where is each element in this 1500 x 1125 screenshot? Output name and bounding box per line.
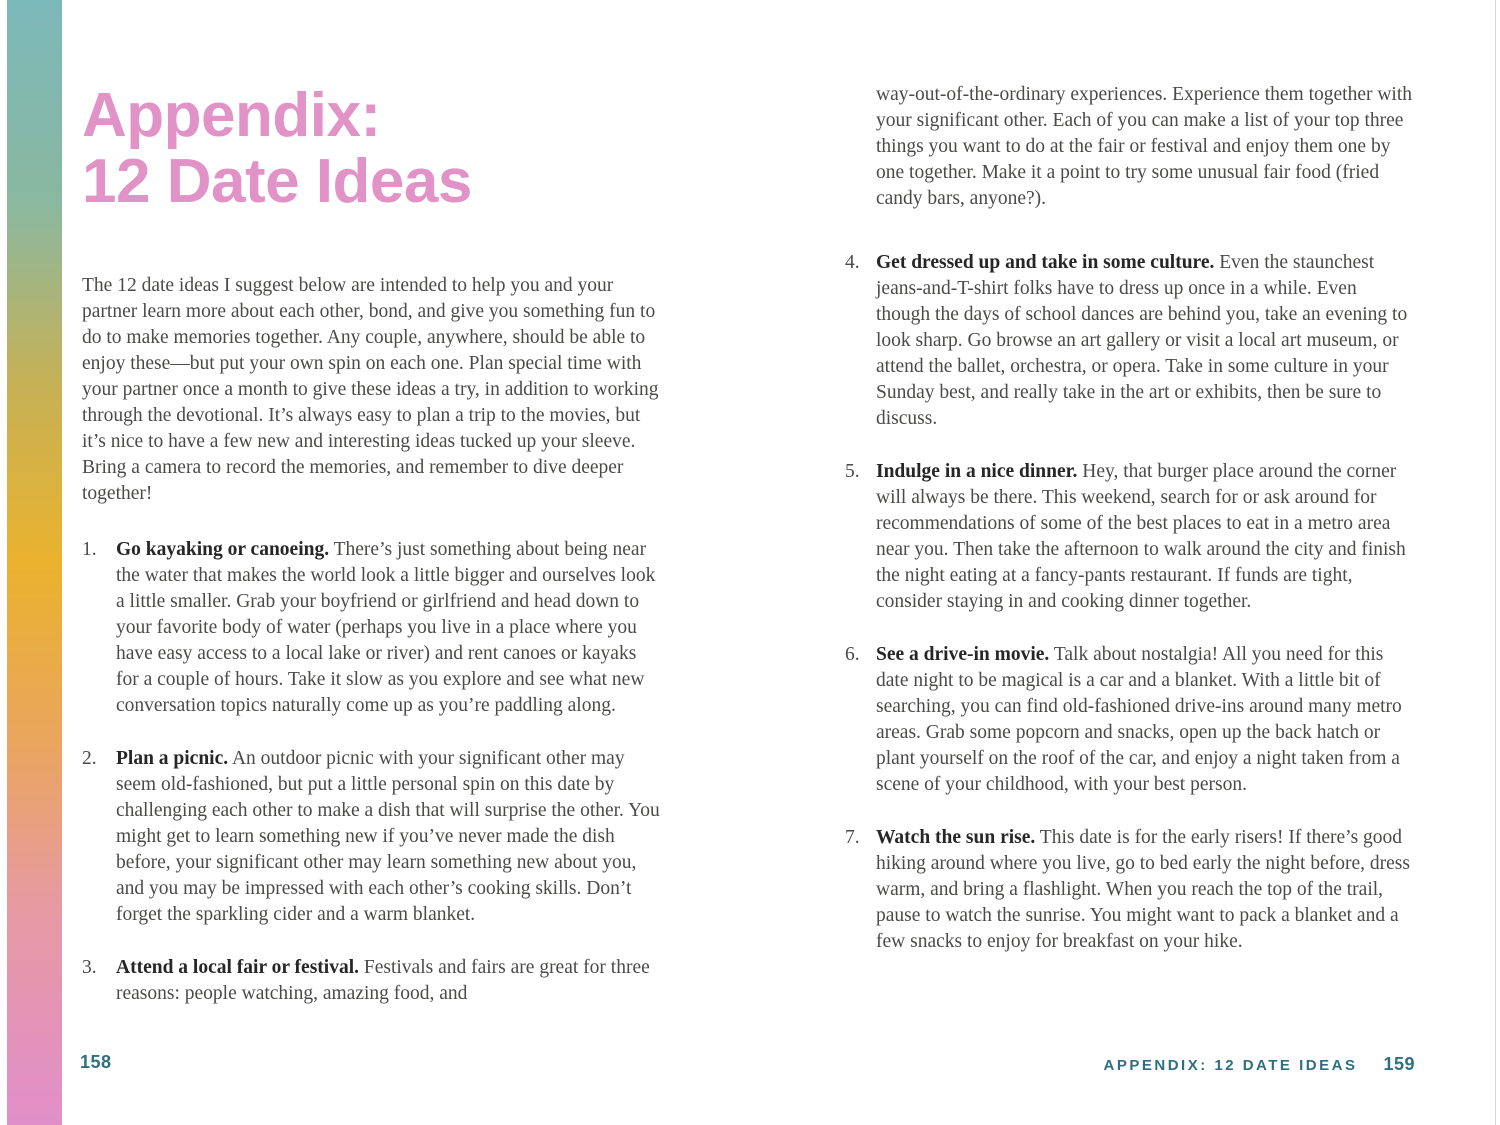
- list-item: [845, 825, 1413, 955]
- item-body: Hey, that burger place around the corner will always be there. This weekend, search for or ask around for recommendations of some of the best places to eat in a metro area near you. Then take the afternoon to walk around the city and finish the night eating at a fancy-pants restaurant. If funds are tight, consider staying in and cooking dinner together.: [876, 461, 1406, 612]
- item-lead: See a drive-in movie.: [876, 644, 1050, 665]
- item-body: Even the staunchest jeans-and-T-shirt folks have to dress up once in a while. Even though the days of school dances are behind you, take an evening to look sharp. Go browse an art gallery or visit a local art museum, or attend the ballet, orchestra, or opera. Take in some culture in your Sunday best, and really take in the art or exhibits, then be sure to discuss.: [876, 252, 1408, 429]
- date-ideas-list-right: [845, 250, 1413, 955]
- item-body: There’s just something about being near the water that makes the world look a little bigger and ourselves look a little smaller. Grab your boyfriend or girlfriend and head down to your favorite body of water (perhaps you live in a place where you have easy access to a local lake or river) and rent canoes or kayaks for a couple of hours. Take it slow as you explore and see what new conversation topics naturally come up as you’re paddling along.: [116, 539, 656, 716]
- item-body: An outdoor picnic with your significant other may seem old-fashioned, but put a little personal spin on this date by challenging each other to make a dish that will surprise the other. You might get to learn something new if you’ve never made the dish before, your significant other may learn something new about you, and you may be impressed with each other’s cooking skills. Don’t forget the sparkling cider and a warm blanket.: [116, 748, 660, 925]
- list-item: [82, 537, 662, 719]
- item-number: 7.: [845, 827, 860, 848]
- page-number-right: 159: [1383, 1054, 1415, 1074]
- item-body: Talk about nostalgia! All you need for this date night to be magical is a car and a blanket. With a little bit of searching, you can find old-fashioned drive-ins around many metro areas. Grab some popcorn and snacks, open up the back hatch or plant yourself on the roof of the car, and enjoy a night taken from a scene of your childhood, with your best person.: [876, 644, 1402, 795]
- item-lead: Indulge in a nice dinner.: [876, 461, 1078, 482]
- item-lead: Go kayaking or canoeing.: [116, 539, 330, 560]
- list-item: [845, 250, 1413, 432]
- running-footer: [1104, 1054, 1415, 1075]
- item-lead: Watch the sun rise.: [876, 827, 1036, 848]
- item-lead: Attend a local fair or festival.: [116, 957, 359, 978]
- intro-paragraph: The 12 date ideas I suggest below are intended to help you and your partner learn more about each other, bond, and give you something fun to do to make memories together. Any couple, anywhere, should be able to enjoy these—but put your own spin on each one. Plan special time with your partner once a month to give these ideas a try, in addition to working through the devotional. It’s always easy to plan a trip to the movies, but it’s nice to have a few new and interesting ideas tucked up your sleeve. Bring a camera to record the memories, and remember to dive deeper together!: [82, 275, 659, 504]
- page-title-line1: Appendix:: [82, 81, 381, 150]
- item-number: 4.: [845, 252, 860, 273]
- page-title-line2: 12 Date Ideas: [82, 147, 472, 216]
- item-body: Festivals and fairs are great for three reasons: people watching, amazing food, and: [116, 957, 650, 1004]
- page-title: [82, 83, 662, 215]
- item-number: 5.: [845, 461, 860, 482]
- list-item: [82, 955, 662, 1007]
- item-number: 3.: [82, 957, 97, 978]
- page-right: [845, 0, 1413, 982]
- list-item: [82, 746, 662, 928]
- page-edge-line: [1495, 0, 1496, 1125]
- gradient-accent-strip: [7, 0, 62, 1125]
- list-item: [845, 642, 1413, 798]
- running-head-label: APPENDIX: 12 DATE IDEAS: [1103, 1057, 1358, 1074]
- page-left: [82, 0, 662, 1034]
- item-body: This date is for the early risers! If there’s good hiking around where you live, go to bed early the night before, dress warm, and bring a flashlight. When you reach the top of the trail, pause to watch the sunrise. You might want to pack a blanket and a few snacks to enjoy for breakfast on your hike.: [876, 827, 1410, 952]
- date-ideas-list-left: [82, 537, 662, 1007]
- item-number: 2.: [82, 748, 97, 769]
- item-lead: Plan a picnic.: [116, 748, 229, 769]
- item-number: 6.: [845, 644, 860, 665]
- item-lead: Get dressed up and take in some culture.: [876, 252, 1215, 273]
- item-number: 1.: [82, 539, 97, 560]
- page-number-left: 158: [80, 1052, 112, 1072]
- item-3-continuation-paragraph: way-out-of-the-ordinary experiences. Experience them together with your significant other. Each of you can make a list of your top three things you want to do at the fair or festival and enjoy them one by one together. Make it a point to try some unusual fair food (fried candy bars, anyone?).: [876, 84, 1413, 209]
- list-item: [845, 459, 1413, 615]
